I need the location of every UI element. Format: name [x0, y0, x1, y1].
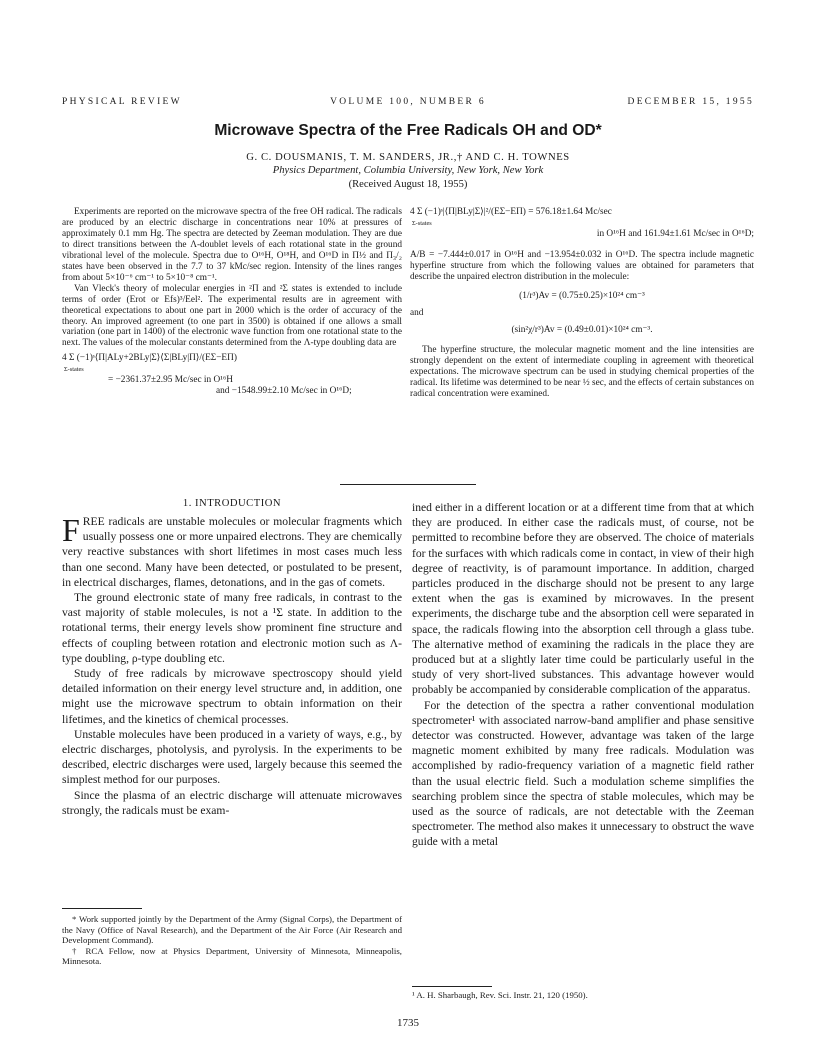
body-paragraph: For the detection of the spectra a rather conventional modulation spectrometer¹ with associated narrow-band amplifier and phase sensitive detector was constructed. However, advantage was taken of the large magnetic moment exhibited by many free radicals. Modulation was accomplished by radio-frequency variation of a magnetic field rather than the usual electric field. Such a modulation scheme simplifies the searching problem since the spectra of stable molecules, which may be used as the source of radicals, are not detectable with the Zeeman spectrometer. The method also makes it unnecessary to obstruct the wave guide with a metal: [412, 698, 754, 849]
equation-inverse-r-cubed: (1/r³)Av = (0.75±0.25)×10²⁴ cm⁻³: [519, 290, 645, 301]
abstract-paragraph: The hyperfine structure, the molecular magnetic moment and the line intensities are strongly dependent on the extent of intermediate coupling in agreement with theoretical expectations. The microwave spectrum can be used in studying chemical properties of the radical. Its lifetime was determined to be near ½ sec, and the effects of certain substances on radical concentration were examined.: [410, 344, 754, 399]
volume-number: VOLUME 100, NUMBER 6: [330, 97, 486, 107]
equation-subscript: Σ-states: [412, 220, 432, 227]
abstract-separator-rule: [340, 484, 476, 485]
body-paragraph: Since the plasma of an electric discharge will attenuate microwaves strongly, the radicals must be exam-: [62, 788, 402, 817]
abstract-paragraph: A/B = −7.444±0.017 in O¹⁶H and −13.954±0.032 in O¹⁶D. The spectra include magnetic hyperfine structure from which the following values are obtained for parameters that describe the unpaired electron distribution in the molecule:: [410, 250, 754, 282]
abstract-right-column: [410, 207, 754, 400]
equation-line: 4 Σ (−1)ˢ⟨Π|ALy+2BLy|Σ⟩⟨Σ|BLy|Π⟩/(EΣ−EΠ): [62, 353, 237, 364]
equation-line: 4 Σ (−1)ˢ|⟨Π|BLy|Σ⟩|²/(EΣ−EΠ) = 576.18±1.64 Mc/sec: [410, 207, 612, 217]
body-text: REE radicals are unstable molecules or molecular fragments which usually possess one or more unpaired electrons. They are chemically very reactive substances with short lifetimes in most cases much less than one second. Many have been detected, or postulated to be present, in electrical discharges, flames, detonations, and in the gas of comets.: [62, 515, 402, 589]
body-paragraph: Unstable molecules have been produced in a variety of ways, e.g., by electric discharges, photolysis, and pyrolysis. In the experiments to be described, electric discharges were used, largely because this seemed the simplest method for our purposes.: [62, 727, 402, 787]
body-paragraph: The ground electronic state of many free radicals, in contrast to the vast majority of stable molecules, is not a ¹Σ state. In addition to the rotational terms, their energy levels show prominent fine structure and effects of coupling between rotation and electronic motion such as Λ-type doubling, ρ-type doubling etc.: [62, 591, 402, 665]
equation-line: in O¹⁶H and 161.94±1.61 Mc/sec in O¹⁶D;: [596, 229, 754, 239]
body-paragraph: [62, 514, 402, 590]
author-list: G. C. DOUSMANIS, T. M. SANDERS, JR.,† AND C. H. TOWNES: [246, 152, 570, 163]
body-paragraph: Study of free radicals by microwave spectroscopy should yield detailed information on their energy level structure and, in addition, one might use the microwave spectrum to obtain information on their lifetimes, and the kinetics of chemical processes.: [62, 667, 402, 726]
footnote-rule: [62, 908, 142, 909]
abstract-paragraph: Experiments are reported on the microwave spectra of the free OH radical. The radicals are produced by an electric discharge in concentrations near 10% at pressures of approximately 0.1 mm Hg. The spectra are detected by Zeeman modulation. They are due to direct transitions between the Λ-doublet levels of each rotational state in the ground vibrational level of the molecule. Spectra due to O¹⁶H, O¹⁸H, and O¹⁶D in Π½ and Π₃/₂ states have been observed in the 7.7 to 37 kMc/sec region. Intensity of the lines ranges from about 5×10⁻⁶ cm⁻¹ to 5×10⁻⁸ cm⁻¹.: [62, 207, 402, 283]
equation-line: and −1548.99±2.10 Mc/sec in O¹⁶D;: [216, 386, 352, 397]
equation-lambda-doubling-1: [62, 353, 402, 397]
affiliation: Physics Department, Columbia University, New York, New York: [272, 165, 544, 176]
footnote: * Work supported jointly by the Department of the Army (Signal Corps), the Department of the Navy (Office of Naval Research), and the Department of the Air Force (Air Research and Development Command).: [62, 914, 402, 946]
footnotes-left: [62, 914, 402, 967]
body-left-column: [62, 514, 402, 818]
section-heading: 1. INTRODUCTION: [182, 498, 282, 509]
body-paragraph: ined either in a different location or at a different time from that at which they are produced. In either case the radicals must, of course, not be permitted to recombine before they are observed. The choice of materials for the surfaces with which radicals come in contact, in view of their high degree of reactivity, is of paramount importance. In addition, charged particles produced in the discharge should not be present to any large extent when the gas is examined by microwaves. In the present experiments, the discharge tube and the absorption cell were separated in space, the radicals flowing into the absorption cell through a glass tube. The alternative method of examining the radicals in the place they are produced but at a slightly later time could be particularly useful in the study of very short-lived substances. This advantage however would probably be accompanied by considerable complication of the apparatus.: [412, 501, 754, 697]
abstract-left-column: [62, 207, 402, 397]
issue-date: DECEMBER 15, 1955: [627, 97, 754, 107]
journal-name: PHYSICAL REVIEW: [62, 97, 182, 107]
paper-title: Microwave Spectra of the Free Radicals OH and OD*: [214, 122, 602, 139]
received-date: (Received August 18, 1955): [348, 179, 468, 190]
equation-lambda-doubling-2: [410, 207, 754, 240]
footnote: † RCA Fellow, now at Physics Department, University of Minnesota, Minneapolis, Minnesota.: [62, 945, 402, 967]
equation-subscript: Σ-states: [64, 366, 84, 374]
drop-cap: F: [62, 512, 80, 548]
equation-line: = −2361.37±2.95 Mc/sec in O¹⁶H: [108, 375, 233, 386]
abstract-paragraph: Van Vleck's theory of molecular energies in ²Π and ²Σ states is extended to include terms of order (Erot or Efs)³/Eel². The experimental results are in agreement with theoretical expectations to about one part in 2000 which is the order of accuracy of the theory. An improved agreement (to one part in 3500) is obtained if one allows a small variation (one part in 1400) of the electronic wave function from one rotational state to the next. The values of the molecular constants determined from the Λ-type doubling data are: [62, 283, 402, 349]
body-right-column: [412, 500, 754, 850]
page-number: 1735: [397, 1017, 419, 1029]
conjunction-text: and: [410, 307, 424, 318]
footnote-rule: [412, 986, 492, 987]
footnote-right: ¹ A. H. Sharbaugh, Rev. Sci. Instr. 21, 120 (1950).: [412, 990, 588, 1000]
equation-sin-chi: (sin²χ/r³)Av = (0.49±0.01)×10²⁴ cm⁻³.: [511, 324, 653, 335]
